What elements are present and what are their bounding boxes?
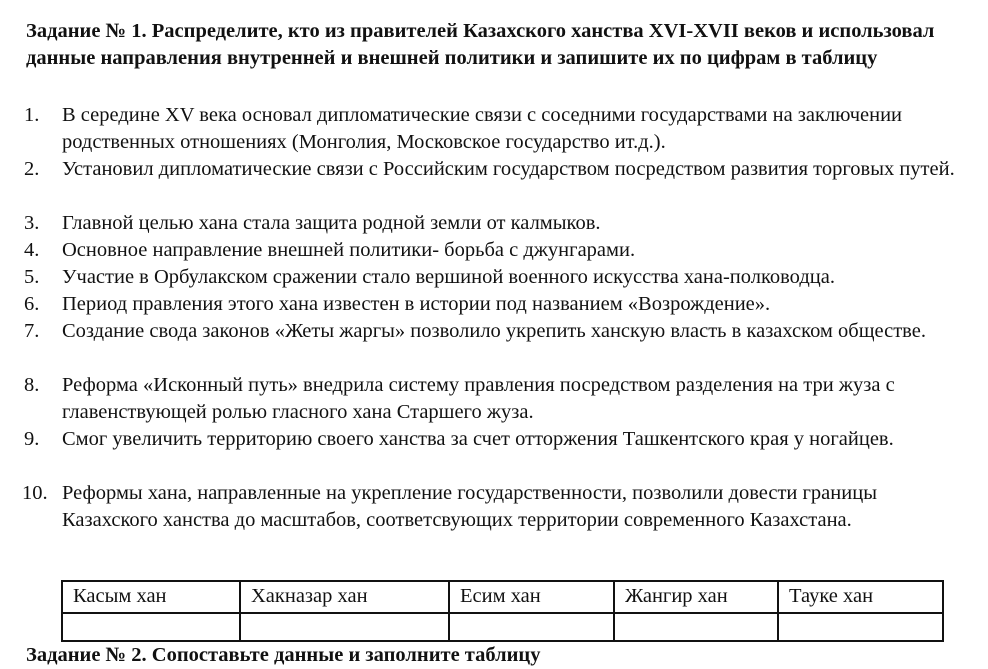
item-text: Основное направление внешней политики- борьба с джунгарами.	[62, 239, 636, 261]
item-text: Смог увеличить территорию своего ханства за счет отторжения Ташкентского края у ногайцев.	[62, 428, 894, 450]
table-answer-cell	[240, 613, 449, 641]
table-answer-cell	[778, 613, 943, 641]
item-number: 1.	[24, 104, 40, 126]
item-number: 3.	[24, 212, 40, 234]
table-header-row	[62, 581, 943, 613]
list-item	[0, 264, 988, 291]
item-number: 5.	[24, 266, 40, 288]
item-text: Создание свода законов «Жеты жаргы» позволило укрепить ханскую власть в казахском обществе.	[62, 320, 926, 342]
list-item	[0, 318, 988, 372]
item-number: 6.	[24, 293, 40, 315]
table-header-cell: Жангир хан	[614, 581, 778, 613]
list-item	[0, 291, 988, 318]
next-task-title: Задание № 2. Сопоставьте данные и заполните таблицу	[26, 644, 541, 666]
item-text: Установил дипломатические связи с Российским государством посредством развития торговых путей.	[62, 158, 955, 180]
table-answer-cell	[62, 613, 240, 641]
item-text: В середине XV века основал дипломатические связи с соседними государствами на заключении родственных отношениях (Монголия, Московское государство ит.д.).	[62, 104, 903, 153]
table-answer-cell	[449, 613, 614, 641]
item-text: Реформа «Исконный путь» внедрила систему правления посредством разделения на три жуза с главенствующей ролью гласного хана Старшего жуза.	[62, 374, 895, 423]
table-header-cell: Хакназар хан	[240, 581, 449, 613]
table-answer-row	[62, 613, 943, 641]
list-item	[0, 156, 988, 210]
item-number: 10.	[22, 482, 48, 504]
table-header-cell: Касым хан	[62, 581, 240, 613]
table-answer-cell	[614, 613, 778, 641]
item-number: 7.	[24, 320, 40, 342]
list-item	[0, 480, 988, 561]
item-number: 4.	[24, 239, 40, 261]
task-title: Задание № 1. Распределите, кто из правителей Казахского ханства XVI-XVII веков и использовал данные направления внутренней и внешней политики и запишите их по цифрам в таблицу	[26, 20, 935, 69]
task-list	[0, 102, 988, 561]
list-item	[0, 372, 988, 426]
item-number: 2.	[24, 158, 40, 180]
item-number: 8.	[24, 374, 40, 396]
item-text: Период правления этого хана известен в истории под названием «Возрождение».	[62, 293, 771, 315]
list-item	[0, 102, 988, 156]
answer-table	[61, 580, 944, 642]
list-item	[0, 237, 988, 264]
table-header-cell: Есим хан	[449, 581, 614, 613]
item-text: Главной целью хана стала защита родной земли от калмыков.	[62, 212, 601, 234]
table-header-cell: Тауке хан	[778, 581, 943, 613]
list-item	[0, 426, 988, 480]
list-item	[0, 210, 988, 237]
item-number: 9.	[24, 428, 40, 450]
item-text: Участие в Орбулакском сражении стало вершиной военного искусства хана-полководца.	[62, 266, 835, 288]
item-text: Реформы хана, направленные на укрепление государственности, позволили довести границы Казахского ханства до масштабов, соответсвующих территории современного Казахстана.	[62, 482, 877, 531]
